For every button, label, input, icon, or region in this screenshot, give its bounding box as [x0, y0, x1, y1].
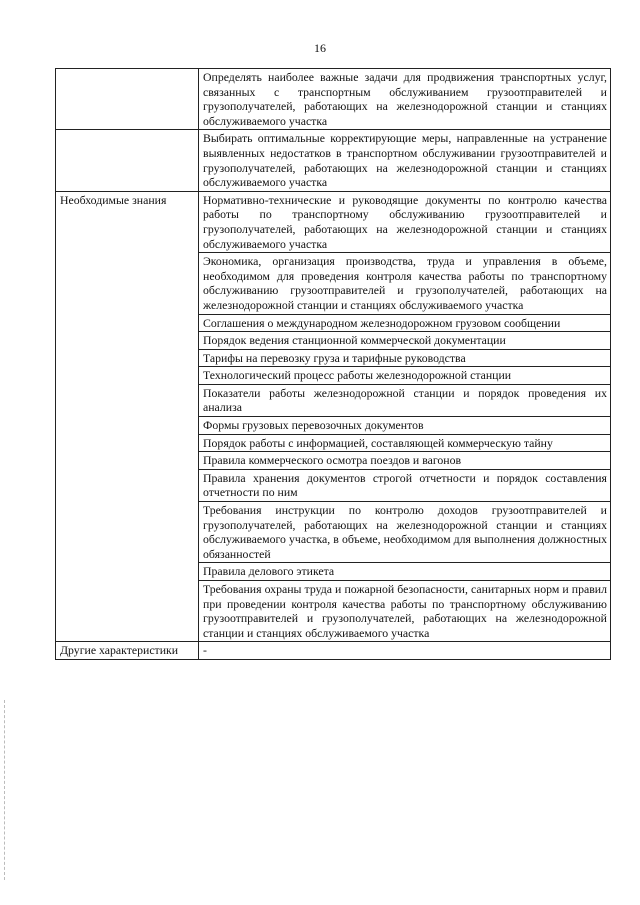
row-text-cell: Порядок ведения станционной коммерческой документации — [199, 332, 611, 350]
row-text-cell: Правила хранения документов строгой отчетности и порядок составления отчетности по ним — [199, 469, 611, 501]
table-row — [56, 642, 611, 660]
row-label-cell — [56, 69, 199, 130]
row-text-cell: Показатели работы железнодорожной станции и порядок проведения их анализа — [199, 384, 611, 416]
scan-edge-artifact — [4, 700, 6, 880]
row-text-cell: Тарифы на перевозку груза и тарифные руководства — [199, 349, 611, 367]
page-number: 16 — [314, 41, 326, 55]
requirements-table — [55, 68, 611, 660]
table-row — [56, 130, 611, 191]
row-text-cell: Правила коммерческого осмотра поездов и вагонов — [199, 452, 611, 470]
row-label-cell-other: Другие характеристики — [56, 642, 199, 660]
row-text-cell: Формы грузовых перевозочных документов — [199, 417, 611, 435]
row-label-cell — [56, 130, 199, 191]
table-row — [56, 191, 611, 252]
row-text-cell: Определять наиболее важные задачи для продвижения транспортных услуг, связанных с транспортным обслуживанием грузоотправителей и грузополучателей, работающих на железнодорожной станции и станциях обслуживаемого участка — [199, 69, 611, 130]
row-text-cell: Нормативно-технические и руководящие документы по контролю качества работы по транспортному обслуживанию грузоотправителей и грузополучателей, работающих на железнодорожной станции и станциях обслуживаемого участка — [199, 191, 611, 252]
row-text-cell: Соглашения о международном железнодорожном грузовом сообщении — [199, 314, 611, 332]
row-text-cell: Порядок работы с информацией, составляющей коммерческую тайну — [199, 434, 611, 452]
row-text-cell: Требования охраны труда и пожарной безопасности, санитарных норм и правил при проведении контроля качества работы по транспортному обслуживанию грузоотправителей и грузополучателей, работающих на железнодорожной станции и станциях обслуживаемого участка — [199, 581, 611, 642]
row-text-cell: Выбирать оптимальные корректирующие меры, направленные на устранение выявленных недостатков в транспортном обслуживании грузоотправителей и грузополучателей, работающих на железнодорожной станции и станциях обслуживаемого участка — [199, 130, 611, 191]
row-text-cell: Правила делового этикета — [199, 563, 611, 581]
row-text-cell: - — [199, 642, 611, 660]
table-row — [56, 69, 611, 130]
row-text-cell: Экономика, организация производства, труда и управления в объеме, необходимом для проведения контроля качества работы по транспортному обслуживанию грузоотправителей и грузополучателей, работающих на железнодорожной станции и станциях обслуживаемого участка — [199, 253, 611, 314]
row-label-cell-knowledge: Необходимые знания — [56, 191, 199, 642]
row-text-cell: Требования инструкции по контролю доходов грузоотправителей и грузополучателей, работающих на железнодорожной станции и станциях обслуживаемого участка, в объеме, необходимом для выполнения должностных обязанностей — [199, 502, 611, 563]
row-text-cell: Технологический процесс работы железнодорожной станции — [199, 367, 611, 385]
